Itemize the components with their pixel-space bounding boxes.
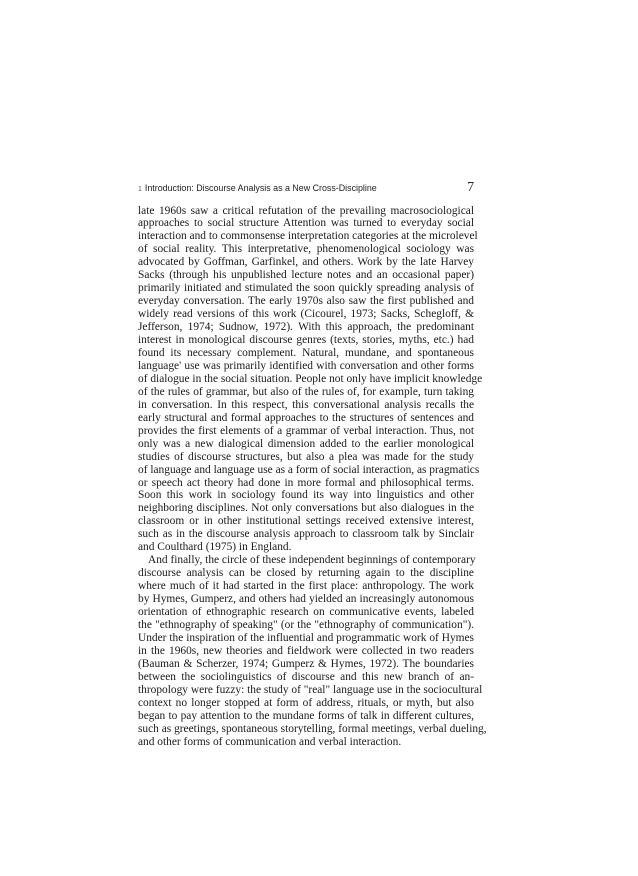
text-line: such as in the discourse analysis approach to classroom talk by Sinclair — [138, 528, 474, 541]
body-text — [138, 204, 487, 749]
text-line: thropology were fuzzy: the study of "real" language use in the sociocultural — [138, 683, 483, 696]
text-line: studies of discourse structures, but also a plea was made for the study — [138, 450, 474, 463]
text-line: context no longer stopped at form of address, rituals, or myth, but also — [138, 696, 474, 709]
text-line: (Bauman & Scherzer, 1974; Gumperz & Hymes, 1972). The boundaries — [138, 657, 474, 670]
text-line: where much of it had started in the first place: anthropology. The work — [138, 580, 474, 593]
text-line: and other forms of communication and verbal interaction. — [138, 735, 402, 748]
text-line: in conversation. In this respect, this conversational analysis recalls the — [138, 398, 474, 411]
text-line: or speech act theory had done in more formal and philosophical terms. — [138, 476, 474, 489]
text-line: language' use was primarily identified with conversation and other forms — [138, 359, 474, 372]
text-line: such as greetings, spontaneous storytelling, formal meetings, verbal dueling, — [138, 722, 487, 735]
text-line: And finally, the circle of these independent beginnings of contemporary — [148, 554, 476, 567]
text-line: the "ethnography of speaking" (or the "ethnography of communication"). — [138, 619, 474, 631]
text-line: in the 1960s, new theories and fieldwork were collected in two readers — [138, 644, 474, 657]
text-line: of the rules of grammar, but also of the rules of, for example, turn taking — [138, 385, 474, 398]
text-line: of language and language use as a form of social interaction, as pragmatics — [138, 463, 480, 476]
text-line: interest in monological discourse genres (texts, stories, myths, etc.) had — [138, 334, 474, 347]
text-line: Sacks (through his unpublished lecture notes and an occasional paper) — [138, 269, 474, 282]
text-line: Under the inspiration of the influential and programmatic work of Hymes — [138, 631, 474, 644]
text-line: early structural and formal approaches to the structures of sentences and — [138, 411, 474, 424]
paragraph — [138, 204, 483, 555]
text-line: provides the first elements of a grammar of verbal interaction. Thus, not — [138, 424, 474, 437]
text-line: and Coulthard (1975) in England. — [138, 541, 292, 554]
running-title: Introduction: Discourse Analysis as a New Cross-Discipline — [144, 183, 377, 193]
text-line: classroom or in other institutional settings received extensive interest, — [138, 515, 474, 528]
text-line: between the sociolinguistics of discourse and this new branch of an- — [138, 670, 474, 683]
text-line: orientation of ethnographic research on communicative events, labeled — [138, 606, 474, 619]
text-line: of social reality. This interpretative, phenomenological sociology was — [138, 243, 474, 256]
text-line: late 1960s saw a critical refutation of the prevailing macrosociological — [138, 204, 474, 217]
running-header — [138, 179, 474, 199]
page-number: 7 — [467, 179, 474, 194]
text-line: approaches to social structure Attention was turned to everyday social — [138, 217, 474, 230]
text-line: advocated by Goffman, Garfinkel, and others. Work by the late Harvey — [138, 256, 474, 269]
text-line: interaction and to commonsense interpretation categories at the microlevel — [138, 230, 478, 243]
text-line: everyday conversation. The early 1970s also saw the first published and — [138, 295, 474, 308]
text-line: found its necessary complement. Natural, mundane, and spontaneous — [138, 346, 474, 359]
paragraph — [138, 554, 487, 748]
text-line: primarily initiated and stimulated the soon quickly spreading analysis of — [138, 282, 474, 295]
text-line: neighboring disciplines. Not only conversations but also dialogues in the — [138, 502, 474, 515]
text-line: of dialogue in the social situation. People not only have implicit knowledge — [138, 372, 483, 385]
text-line: by Hymes, Gumperz, and others had yielded an increasingly autonomous — [138, 593, 474, 606]
text-line: Jefferson, 1974; Sudnow, 1972). With this approach, the predominant — [138, 321, 474, 334]
chapter-number: 1 — [138, 186, 142, 193]
text-line: widely read versions of this work (Cicourel, 1973; Sacks, Schegloff, & — [138, 308, 474, 321]
text-line: began to pay attention to the mundane forms of talk in different cultures, — [138, 709, 474, 722]
text-line: only was a new dialogical dimension added to the earlier monological — [138, 437, 474, 450]
text-line: Soon this work in sociology found its way into linguistics and other — [138, 489, 474, 502]
text-line: discourse analysis can be closed by returning again to the discipline — [138, 567, 474, 580]
